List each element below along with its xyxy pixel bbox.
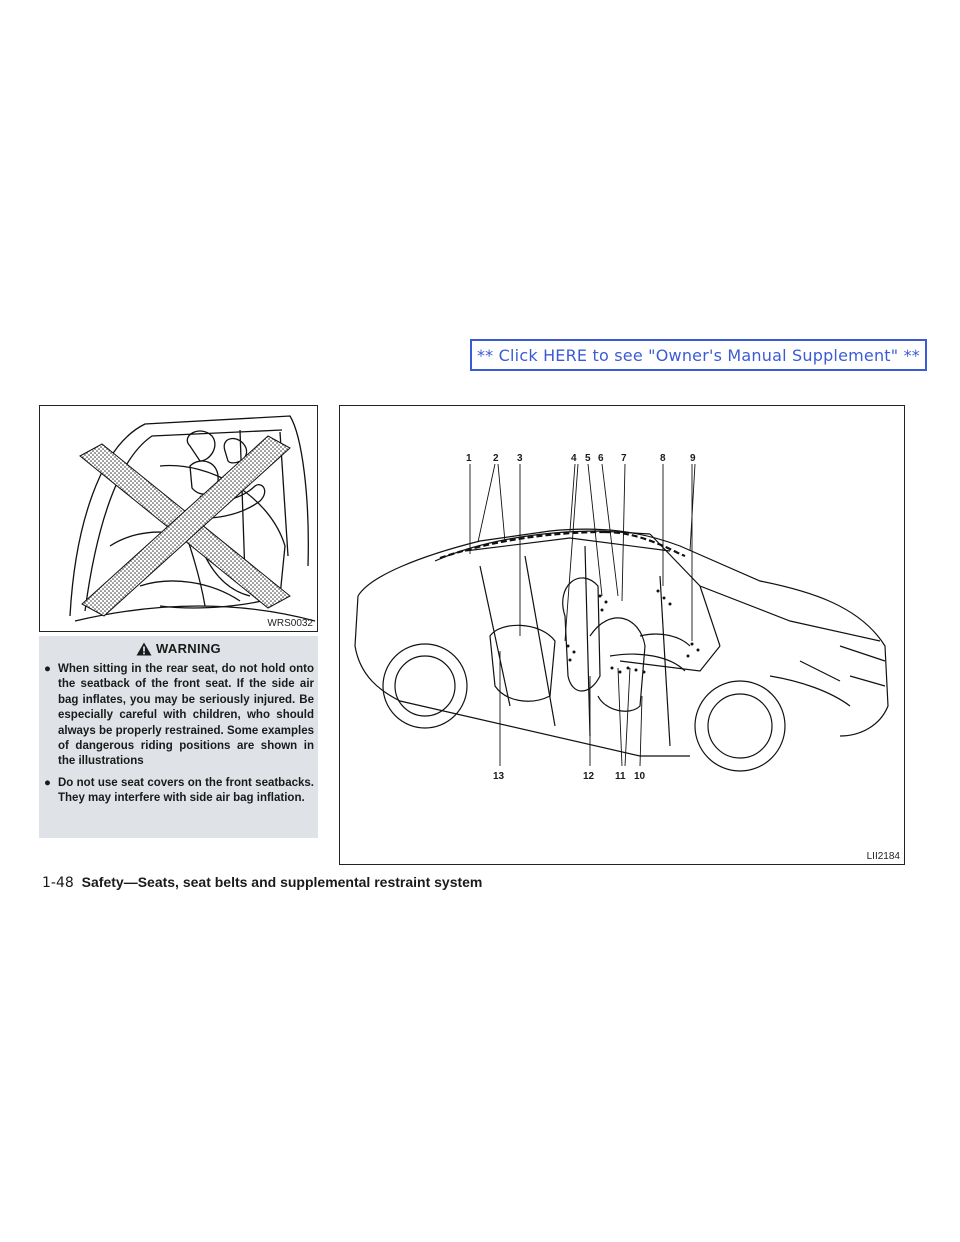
callout-5: 5 <box>585 453 591 464</box>
warning-item-text: Do not use seat covers on the front seatbacks. They may interfere with side air bag inflation. <box>58 776 314 805</box>
callout-1: 1 <box>466 453 472 464</box>
figure-code: LII2184 <box>866 851 900 862</box>
callout-4: 4 <box>571 453 577 464</box>
page-number: 1-48 <box>42 875 74 891</box>
callout-7: 7 <box>621 453 627 464</box>
callout-12: 12 <box>583 771 595 782</box>
figure-airbag-locations <box>339 405 905 865</box>
callout-11: 11 <box>615 771 626 782</box>
rear-seat-illustration <box>40 406 318 632</box>
callout-8: 8 <box>660 453 666 464</box>
section-title: Safety—Seats, seat belts and supplemental restraint system <box>81 874 483 890</box>
callout-6: 6 <box>598 453 604 464</box>
bullet-icon: ● <box>44 663 51 675</box>
warning-box <box>39 636 318 838</box>
callout-9: 9 <box>690 453 696 464</box>
bullet-icon: ● <box>44 776 51 789</box>
callout-3: 3 <box>517 453 523 464</box>
warning-title: WARNING <box>156 641 221 656</box>
warning-header <box>39 641 318 656</box>
warning-item <box>44 662 314 770</box>
warning-list <box>44 662 314 813</box>
callout-2: 2 <box>493 453 499 464</box>
figure-rear-seat-warning <box>39 405 318 632</box>
warning-item <box>44 776 314 807</box>
warning-triangle-icon <box>136 642 152 656</box>
owners-manual-supplement-link[interactable]: ** Click HERE to see "Owner's Manual Supplement" ** <box>470 339 927 371</box>
callout-10: 10 <box>634 771 646 782</box>
page-footer <box>42 874 482 891</box>
warning-item-text: When sitting in the rear seat, do not hold onto the seatback of the front seat. If the side air bag inflates, you may be seriously injured. Be especially careful with children, who should always be properly restrained. Some examples of dangerous riding positions are shown in the illustrations <box>58 663 314 768</box>
callout-13: 13 <box>493 771 505 782</box>
figure-code: WRS0032 <box>267 618 313 629</box>
car-cutaway-illustration <box>340 406 905 865</box>
